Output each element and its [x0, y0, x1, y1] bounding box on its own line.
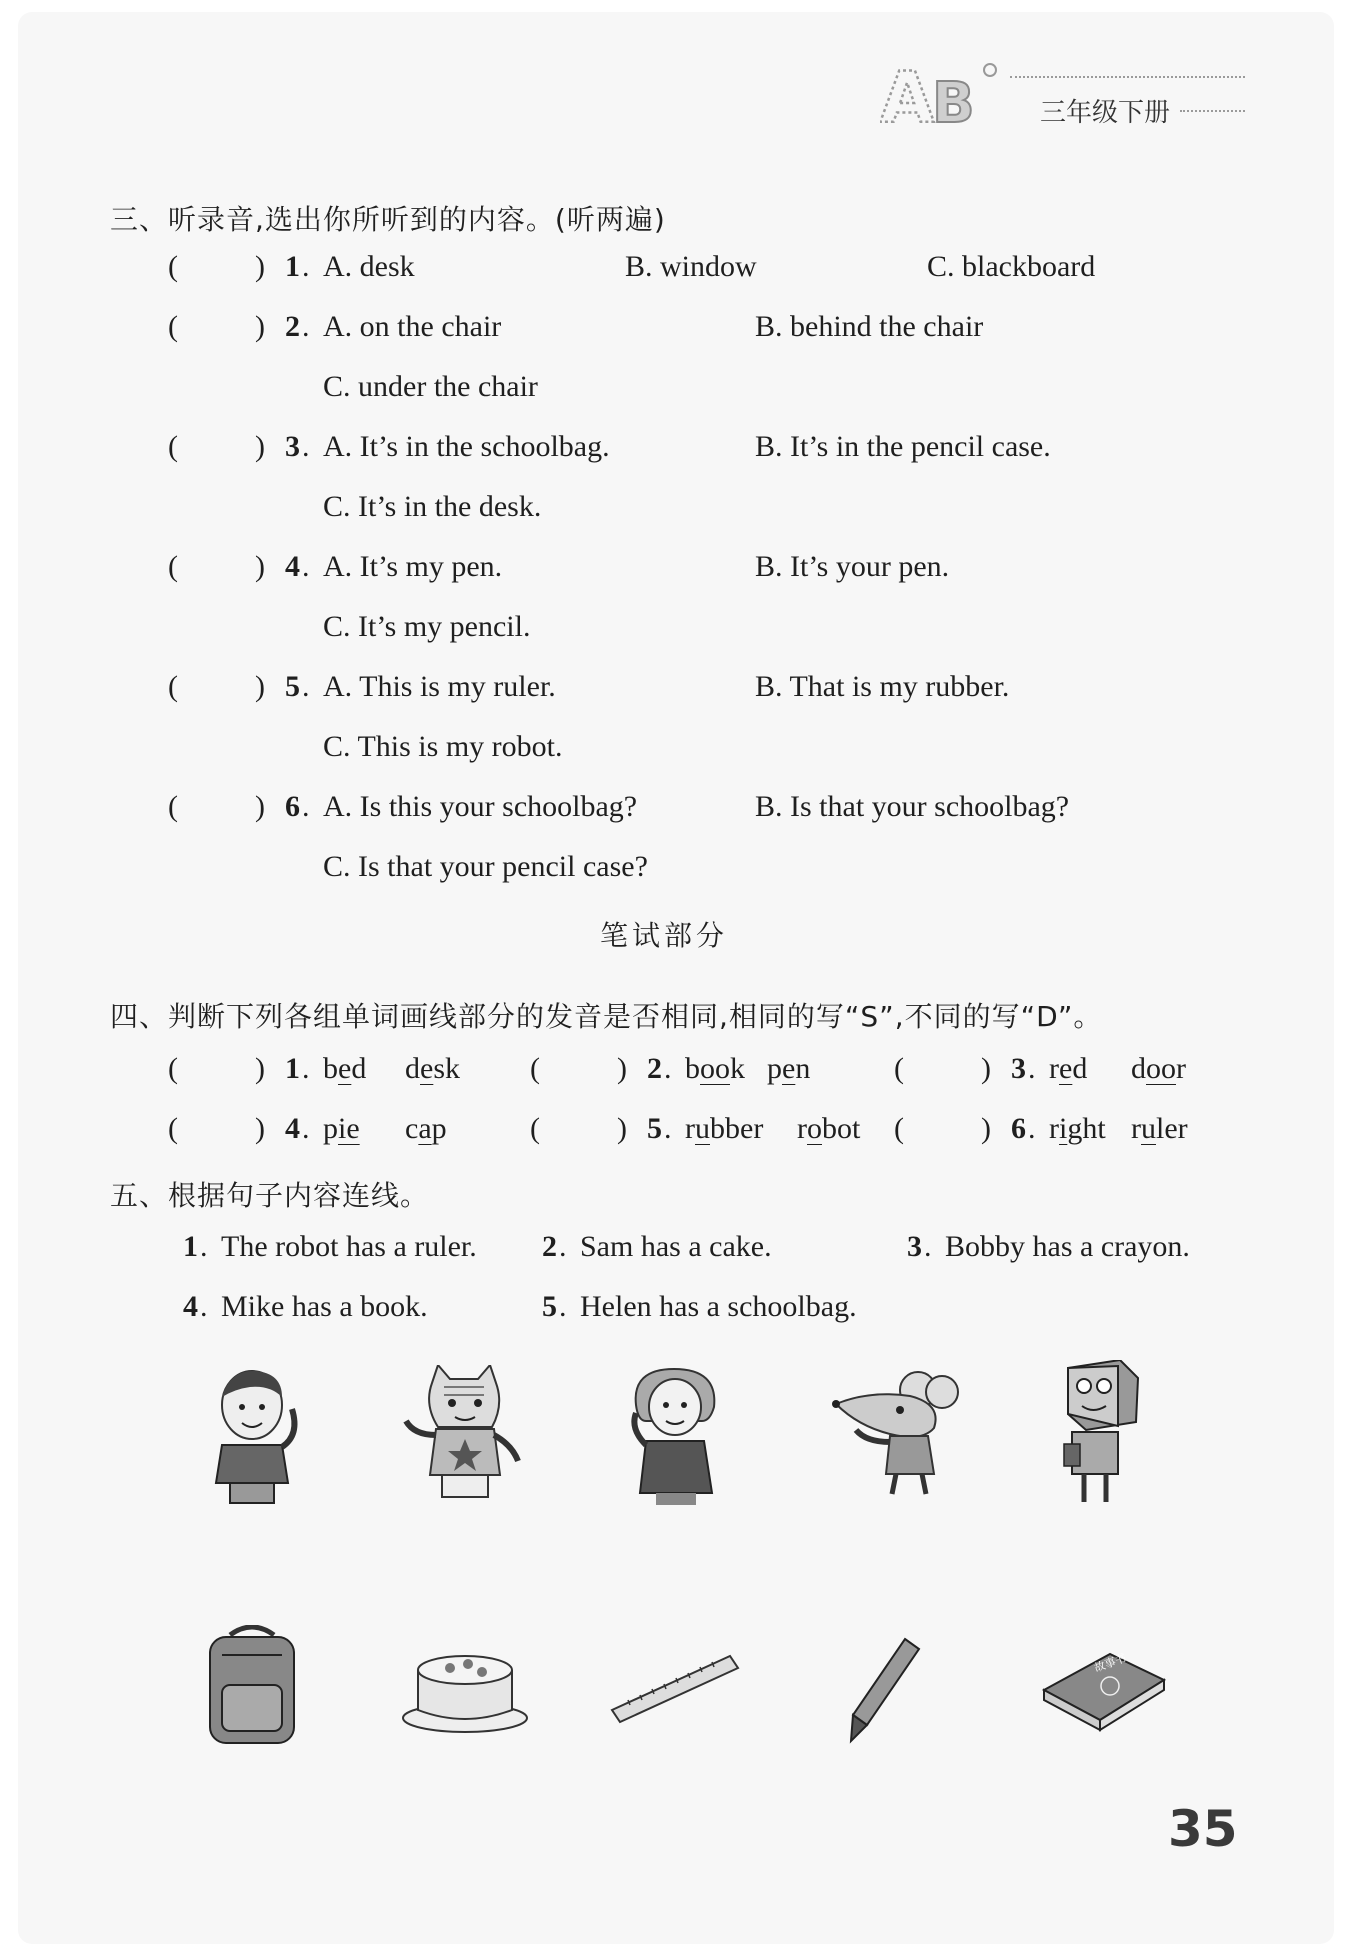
word-part: bber — [710, 1112, 764, 1145]
word-second — [1131, 1112, 1188, 1146]
word-part: r — [1049, 1052, 1059, 1085]
answer-paren-open: ( — [894, 1112, 904, 1145]
answer-paren-open: ( — [168, 550, 178, 583]
option-b[interactable]: B. behind the chair — [755, 310, 984, 343]
answer-blank[interactable] — [188, 788, 254, 828]
word-second — [1131, 1052, 1186, 1086]
answer-blank[interactable] — [188, 248, 254, 288]
option-c[interactable]: C. Is that your pencil case? — [323, 850, 648, 883]
question-dot: . — [302, 670, 310, 703]
question-dot: . — [1028, 1112, 1036, 1145]
answer-paren-close: ) — [255, 670, 265, 703]
svg-text:B: B — [932, 71, 975, 136]
option-c[interactable]: C. This is my robot. — [323, 730, 563, 763]
underlined-letters: oo — [700, 1052, 730, 1085]
underlined-letters: e — [420, 1052, 434, 1085]
answer-paren-close: ) — [255, 430, 265, 463]
page-number: 35 — [1168, 1800, 1238, 1858]
question-dot: . — [664, 1112, 672, 1145]
section3-title: 三、听录音,选出你所听到的内容。(听两遍) — [110, 203, 666, 236]
answer-paren-open: ( — [168, 310, 178, 343]
header-rule-2 — [1180, 110, 1245, 112]
option-c[interactable]: C. under the chair — [323, 370, 538, 403]
underlined-letters: oo — [1146, 1052, 1176, 1085]
answer-blank[interactable] — [188, 428, 254, 468]
sentence-text[interactable]: Sam has a cake. — [580, 1230, 772, 1263]
word-second — [405, 1112, 447, 1146]
sentence-number: 4 — [183, 1290, 198, 1323]
mouse-bobby-picture[interactable] — [830, 1370, 970, 1500]
answer-paren-close: ) — [981, 1112, 991, 1145]
answer-blank[interactable] — [188, 1050, 254, 1090]
schoolbag-picture[interactable] — [200, 1625, 305, 1750]
word-first — [1049, 1112, 1106, 1146]
sentence-number: 1 — [183, 1230, 198, 1263]
word-second — [405, 1052, 460, 1086]
cat-sam-picture[interactable] — [400, 1365, 530, 1505]
answer-paren-close: ) — [255, 550, 265, 583]
question-number: 3 — [1011, 1052, 1026, 1085]
word-first — [323, 1112, 360, 1146]
question-number: 5 — [285, 670, 300, 703]
word-part: b — [323, 1052, 338, 1085]
word-part: c — [405, 1112, 419, 1145]
boy-mike-picture[interactable] — [200, 1365, 310, 1510]
option-c[interactable]: C. blackboard — [927, 250, 1096, 283]
underlined-letters: ie — [338, 1112, 360, 1145]
word-second — [767, 1052, 810, 1086]
answer-paren-open: ( — [530, 1112, 540, 1145]
word-part: b — [685, 1052, 700, 1085]
word-first — [323, 1052, 366, 1086]
question-dot: . — [302, 430, 310, 463]
sentence-text[interactable]: Bobby has a crayon. — [945, 1230, 1190, 1263]
underlined-letters: e — [1059, 1052, 1073, 1085]
word-part: ler — [1156, 1112, 1188, 1145]
sentence-dot: . — [559, 1230, 567, 1263]
question-dot: . — [664, 1052, 672, 1085]
option-a[interactable]: A. This is my ruler. — [323, 670, 556, 703]
question-dot: . — [302, 250, 310, 283]
underlined-letters: u — [1141, 1112, 1156, 1145]
question-number: 4 — [285, 1112, 300, 1145]
grade-label: 三年级下册 — [1040, 98, 1171, 128]
question-dot: . — [302, 1112, 310, 1145]
word-first — [685, 1052, 745, 1086]
underlined-letters: o — [807, 1112, 822, 1145]
word-part: k — [730, 1052, 745, 1085]
answer-blank[interactable] — [550, 1110, 616, 1150]
sentence-text[interactable]: Mike has a book. — [221, 1290, 428, 1323]
question-number: 6 — [285, 790, 300, 823]
answer-blank[interactable] — [550, 1050, 616, 1090]
sentence-text[interactable]: Helen has a schoolbag. — [580, 1290, 857, 1323]
question-dot: . — [302, 310, 310, 343]
answer-paren-close: ) — [255, 1112, 265, 1145]
sentence-text[interactable]: The robot has a ruler. — [221, 1230, 477, 1263]
question-number: 2 — [285, 310, 300, 343]
cake-picture[interactable] — [400, 1640, 530, 1735]
sentence-dot: . — [559, 1290, 567, 1323]
word-first — [1049, 1052, 1087, 1086]
word-part: bot — [822, 1112, 861, 1145]
answer-paren-close: ) — [255, 250, 265, 283]
header-rule — [1010, 76, 1245, 78]
option-a[interactable]: A. Is this your schoolbag? — [323, 790, 638, 823]
sentence-number: 5 — [542, 1290, 557, 1323]
robot-picture[interactable] — [1060, 1360, 1150, 1510]
question-number: 6 — [1011, 1112, 1026, 1145]
word-part: p — [431, 1112, 447, 1145]
question-number: 4 — [285, 550, 300, 583]
answer-blank[interactable] — [914, 1110, 980, 1150]
answer-paren-open: ( — [894, 1052, 904, 1085]
question-number: 1 — [285, 1052, 300, 1085]
underlined-letters: e — [338, 1052, 352, 1085]
option-c[interactable]: C. It’s my pencil. — [323, 610, 531, 643]
sentence-dot: . — [200, 1230, 208, 1263]
sentence-dot: . — [924, 1230, 932, 1263]
underlined-letters: a — [418, 1112, 432, 1145]
option-a[interactable]: A. It’s in the schoolbag. — [323, 430, 610, 463]
word-second — [797, 1112, 860, 1146]
word-part: d — [1072, 1052, 1088, 1085]
option-a[interactable]: A. desk — [323, 250, 415, 283]
answer-blank[interactable] — [188, 548, 254, 588]
answer-paren-open: ( — [168, 1052, 178, 1085]
question-dot: . — [302, 550, 310, 583]
answer-paren-close: ) — [255, 310, 265, 343]
written-part-heading: 笔试部分 — [600, 919, 729, 952]
option-a[interactable]: A. It’s my pen. — [323, 550, 503, 583]
word-part: r — [1176, 1052, 1186, 1085]
answer-paren-open: ( — [168, 1112, 178, 1145]
answer-paren-open: ( — [168, 790, 178, 823]
option-b[interactable]: B. Is that your schoolbag? — [755, 790, 1070, 823]
question-dot: . — [1028, 1052, 1036, 1085]
word-part: d — [351, 1052, 367, 1085]
option-b[interactable]: B. It’s in the pencil case. — [755, 430, 1051, 463]
underlined-letters: u — [695, 1112, 710, 1145]
header — [870, 50, 1250, 140]
answer-paren-close: ) — [255, 1052, 265, 1085]
answer-paren-open: ( — [168, 670, 178, 703]
underlined-letters: e — [782, 1052, 796, 1085]
answer-paren-open: ( — [168, 250, 178, 283]
option-b[interactable]: B. window — [625, 250, 757, 283]
option-b[interactable]: B. It’s your pen. — [755, 550, 950, 583]
option-b[interactable]: B. That is my rubber. — [755, 670, 1010, 703]
ruler-picture[interactable] — [610, 1650, 740, 1725]
word-part: p — [323, 1112, 338, 1145]
question-number: 5 — [647, 1112, 662, 1145]
ab-logo-icon — [880, 50, 1010, 140]
question-number: 2 — [647, 1052, 662, 1085]
section4-title: 四、判断下列各组单词画线部分的发音是否相同,相同的写“S”,不同的写“D”。 — [110, 1000, 1103, 1033]
word-part: sk — [433, 1052, 461, 1085]
word-part: r — [1049, 1112, 1059, 1145]
crayon-picture[interactable] — [845, 1635, 925, 1745]
question-number: 3 — [285, 430, 300, 463]
answer-blank[interactable] — [188, 668, 254, 708]
word-part: d — [1131, 1052, 1146, 1085]
sentence-number: 3 — [907, 1230, 922, 1263]
underlined-letters: i — [1059, 1112, 1068, 1145]
word-first — [685, 1112, 763, 1146]
answer-paren-open: ( — [168, 430, 178, 463]
word-part: r — [797, 1112, 807, 1145]
question-number: 1 — [285, 250, 300, 283]
option-c[interactable]: C. It’s in the desk. — [323, 490, 542, 523]
sentence-dot: . — [200, 1290, 208, 1323]
word-part: ght — [1067, 1112, 1106, 1145]
option-a[interactable]: A. on the chair — [323, 310, 502, 343]
answer-paren-close: ) — [255, 790, 265, 823]
answer-paren-open: ( — [530, 1052, 540, 1085]
question-dot: . — [302, 1052, 310, 1085]
answer-blank[interactable] — [188, 1110, 254, 1150]
answer-paren-close: ) — [617, 1052, 627, 1085]
svg-text:A: A — [880, 57, 935, 139]
word-part: d — [405, 1052, 420, 1085]
word-part: n — [795, 1052, 811, 1085]
girl-helen-picture[interactable] — [622, 1365, 732, 1510]
question-dot: . — [302, 790, 310, 823]
book-picture[interactable] — [1040, 1650, 1170, 1735]
section5-title: 五、根据句子内容连线。 — [110, 1179, 430, 1212]
answer-paren-close: ) — [617, 1112, 627, 1145]
answer-blank[interactable] — [914, 1050, 980, 1090]
word-part: r — [1131, 1112, 1141, 1145]
answer-paren-close: ) — [981, 1052, 991, 1085]
answer-blank[interactable] — [188, 308, 254, 348]
word-part: p — [767, 1052, 782, 1085]
book-cover-text: 故事书 — [1092, 1651, 1129, 1675]
word-part: r — [685, 1112, 695, 1145]
sentence-number: 2 — [542, 1230, 557, 1263]
